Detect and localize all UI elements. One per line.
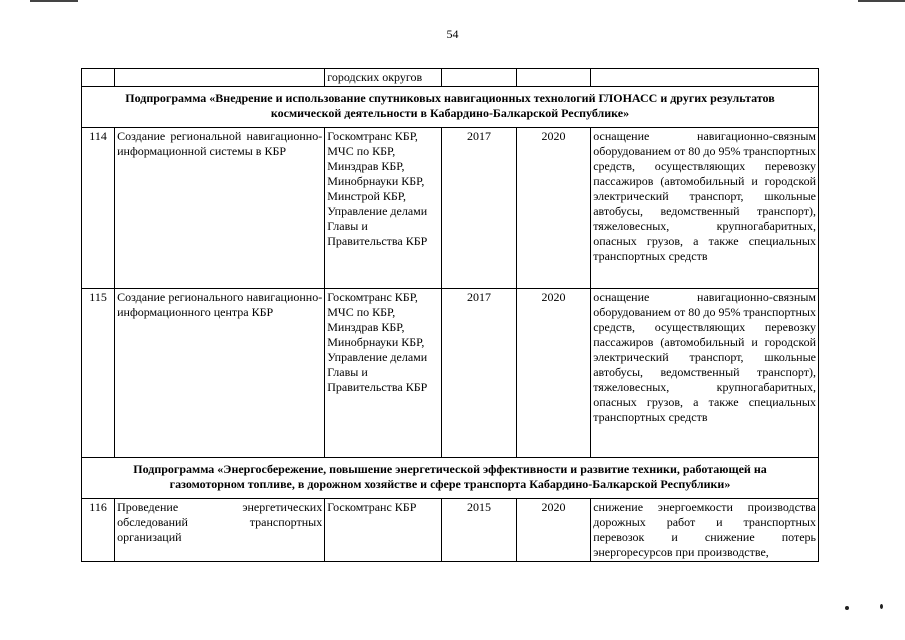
scan-artifact-top-left [30,0,78,2]
cell-name [115,69,325,87]
table-row [82,289,819,458]
cell-end [516,69,591,87]
cell-result [591,69,819,87]
table-row [82,128,819,289]
cell-executor: Госкомтранс КБР, МЧС по КБР, Минздрав КБР, Минобрнауки КБР, Минстрой КБР, Управление делами Главы и Правительства КБР [325,128,442,289]
cell-result: оснащение навигационно-связным оборудованием от 80 до 95% транспортных средств, осуществляющих перевозку пассажиров (автомобильный и городской электрический транспорт, школьные автобусы, ведомственный транспорт), тяжеловесных, крупногабаритных, опасных грузов, а также специальных транспортных средств [591,128,819,289]
cell-end: 2020 [516,128,591,289]
cell-start [442,69,517,87]
cell-result: оснащение навигационно-связным оборудованием от 80 до 95% транспортных средств, осуществляющих перевозку пассажиров (автомобильный и городской электрический транспорт, школьные автобусы, ведомственный транспорт), тяжеловесных, крупногабаритных, опасных грузов, а также специальных транспортных средств [591,289,819,458]
cell-end: 2020 [516,289,591,458]
page-number: 54 [446,27,459,41]
cell-end: 2020 [516,499,591,562]
subprogram-title: Подпрограмма «Внедрение и использование спутниковых навигационных технологий ГЛОНАСС и других результатов космической деятельности в Кабардино-Балкарской Республике» [82,87,819,128]
cell-num: 116 [82,499,115,562]
cell-num: 115 [82,289,115,458]
cell-executor: Госкомтранс КБР, МЧС по КБР, Минздрав КБР, Минобрнауки КБР, Управление делами Главы и Правительства КБР [325,289,442,458]
table-row-continuation [82,69,819,87]
cell-num [82,69,115,87]
table-row [82,499,819,562]
scan-speck [845,606,849,610]
cell-start: 2017 [442,289,517,458]
subprogram-heading-energy [82,458,819,499]
scan-artifact-top-right [858,0,905,2]
cell-result: снижение энергоемкости производства дорожных работ и транспортных перевозок и снижение потерь энергоресурсов при производстве, [591,499,819,562]
cell-name: Проведение энергетических обследований транспортных организаций [115,499,325,562]
cell-name: Создание регионального навигационно-информационного центра КБР [115,289,325,458]
cell-executor: Госкомтранс КБР [325,499,442,562]
cell-start: 2017 [442,128,517,289]
cell-name: Создание региональной навигационно-информационной системы в КБР [115,128,325,289]
program-table [81,68,819,562]
scan-speck [880,604,883,609]
subprogram-heading-glonass [82,87,819,128]
cell-start: 2015 [442,499,517,562]
subprogram-title: Подпрограмма «Энергосбережение, повышение энергетической эффективности и развитие техники, работающей на газомоторном топливе, в дорожном хозяйстве и сфере транспорта Кабардино-Балкарской Республики» [82,458,819,499]
cell-num: 114 [82,128,115,289]
cell-executor: городских округов [325,69,442,87]
